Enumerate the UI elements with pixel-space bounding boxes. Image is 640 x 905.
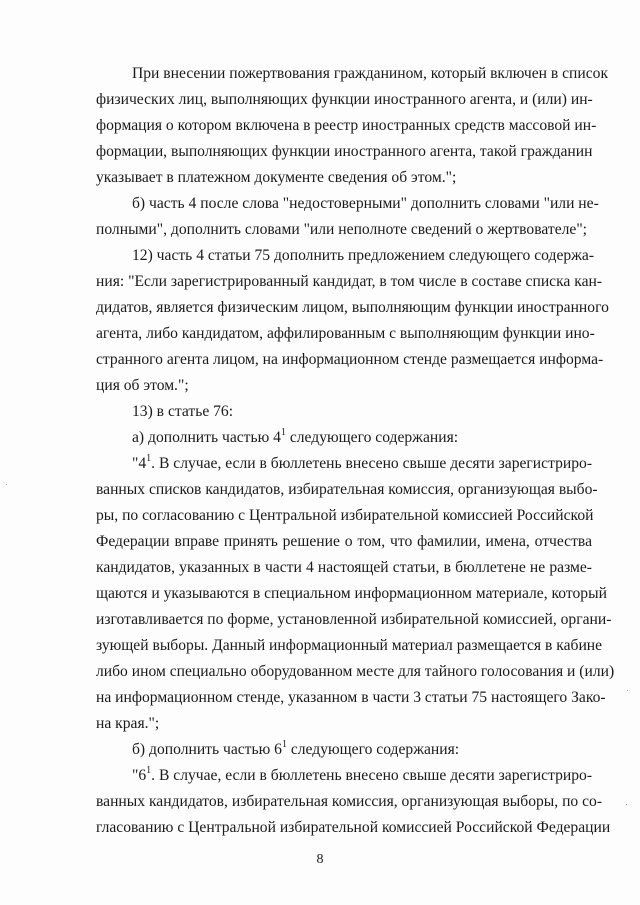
text-line: кандидатов, указанных в части 4 настоящей статьи, в бюллетене не разме- [96, 559, 592, 576]
text-fragment: . В случае, если в бюллетень внесено свыше десяти зарегистриро- [151, 767, 593, 784]
text-line: щаются и указываются в специальном информационном материале, который [96, 585, 607, 602]
text-line [132, 428, 592, 448]
text-line: гласованию с Центральной избирательной комиссией Российской Федерации [96, 819, 611, 836]
text-line: ры, по согласованию с Центральной избирательной комиссией Российской [96, 507, 594, 524]
superscript: 1 [280, 426, 286, 438]
text-line: ния: "Если зарегистрированный кандидат, в том числе в составе списка кан- [96, 273, 603, 290]
text-line: При внесении пожертвования гражданином, который включен в список [132, 65, 609, 82]
scan-speck [627, 690, 628, 691]
text-line: указывает в платежном документе сведения об этом."; [96, 169, 457, 186]
scan-speck [626, 804, 627, 805]
text-line: б) часть 4 после слова "недостоверными" дополнить словами "или не- [132, 195, 599, 212]
text-line: либо ином специально оборудованном месте для тайного голосования и (или) [96, 663, 615, 680]
text-line: странного агента лицом, на информационном стенде размещается информа- [96, 351, 604, 368]
text-fragment: следующего содержания: [285, 429, 459, 446]
superscript: 1 [146, 452, 152, 464]
scan-speck [6, 484, 7, 485]
text-line [132, 766, 592, 786]
text-fragment: "4 [132, 455, 147, 472]
text-line: 12) часть 4 статьи 75 дополнить предложением следующего содержа- [132, 247, 595, 264]
text-line: 13) в статье 76: [132, 403, 234, 420]
text-line: зующей выборы. Данный информационный материал размещается в кабине [96, 637, 603, 654]
text-line: формация о котором включена в реестр иностранных средств массовой ин- [96, 117, 597, 134]
superscript: 1 [146, 764, 152, 776]
text-fragment: "6 [132, 767, 147, 784]
superscript: 1 [281, 738, 287, 750]
text-line: формации, выполняющих функции иностранного агента, такой гражданин [96, 143, 593, 160]
text-line: изготавливается по форме, установленной избирательной комиссией, органи- [96, 611, 612, 628]
page-number: 8 [316, 852, 324, 867]
text-line: агента, либо кандидатом, аффилированным с выполняющим функции ино- [96, 325, 595, 342]
text-fragment: . В случае, если в бюллетень внесено свыше десяти зарегистриро- [151, 455, 593, 472]
text-fragment: а) дополнить частью 4 [132, 429, 281, 446]
text-line: ванных списков кандидатов, избирательная комиссия, организующая выбо- [96, 481, 598, 498]
text-line: физических лиц, выполняющих функции иностранного агента, и (или) ин- [96, 91, 593, 108]
text-line [132, 454, 592, 474]
text-fragment: следующего содержания: [286, 741, 460, 758]
text-line: ванных кандидатов, избирательная комиссия, организующая выборы, по со- [96, 793, 603, 810]
text-line: дидатов, является физическим лицом, выполняющим функции иностранного [96, 299, 609, 316]
text-line: полными", дополнить словами "или неполноте сведений о жертвователе"; [96, 221, 588, 238]
text-line: Федерации вправе принять решение о том, что фамилии, имена, отчества [96, 533, 592, 550]
text-line: на края."; [96, 715, 160, 732]
text-line [132, 740, 592, 760]
text-fragment: б) дополнить частью 6 [132, 741, 282, 758]
text-line: на информационном стенде, указанном в части 3 статьи 75 настоящего Зако- [96, 689, 606, 706]
text-line: ция об этом."; [96, 377, 189, 394]
